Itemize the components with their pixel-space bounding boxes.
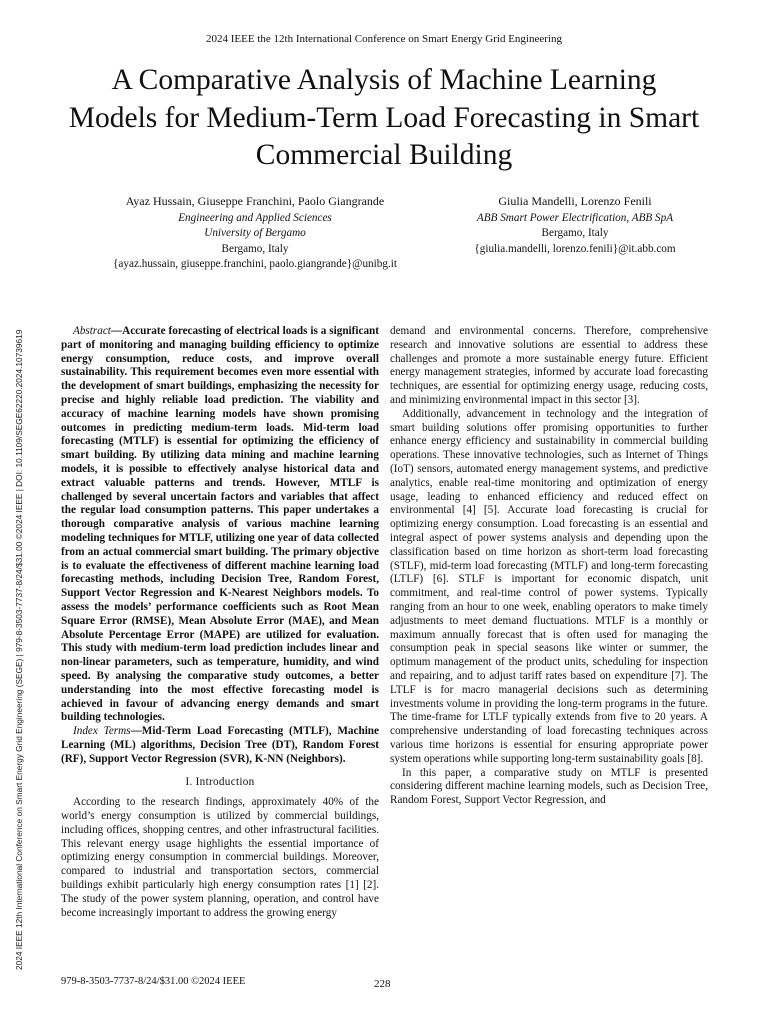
- body-paragraph: Additionally, advancement in technology and the integration of smart building solutions offer promising opportunities to further enhance energy efficiency and sustainability in commercial building operations. These innovative technologies, such as Internet of Things (IoT) sensors, automated energy management systems, and predictive analytics, enable real-time monitoring and optimization of energy usage, leading to enhanced efficiency and reduced effect on environmental [4] [5]. Accurate load forecasting is crucial for optimizing energy consumption. Load forecasting is an essential and integral aspect of power systems analysis and depending upon the classification based on time horizon as short-term load forecasting (STLF), mid-term load forecasting (MTLF) and long-term forecasting (LTLF) [6]. STLF is important for economic dispatch, unit commitment, and real-time control of power systems. Typically ranging from an hour to one week, enabling operators to make timely adjustments to meet demand fluctuations. MTLF is a monthly or maximum annually forecast that is often used for managing the consumption peak in special seasons like winter or summer, the optimum management of the product units, scheduling for inspection and repairing, and to adjust tariff rates based on expenditure [7]. The LTLF is for macro managerial decisions such as determining investments volume in providing the long-term programs in the future. The time-frame for LTLF typically extends from five to 20 years. A comprehensive understanding of load forecasting techniques across various time horizons is essential for ensuring appropriate power system operations while supporting long-term sustainability goals [8].: [390, 407, 708, 765]
- index-terms-label: Index Terms: [73, 725, 131, 738]
- page-number: 228: [374, 978, 391, 990]
- intro-paragraph: According to the research findings, approximately 40% of the world’s energy consumption is utilized by commercial buildings, including offices, shopping centres, and other infrastructural facilities. This relevant energy usage highlights the essential importance of optimizing energy consumption in commercial buildings. Moreover, compared to industrial and transportation sectors, commercial buildings exhibit particularly high energy consumption rates [1] [2]. The study of the power system planning, operation, and control have become increasingly important to address the growing energy: [61, 796, 379, 919]
- body-paragraph: demand and environmental concerns. Therefore, comprehensive research and innovative solutions are essential to address these challenges and promote a more sustainable energy future. Efficient energy management strategies, informed by accurate load forecasting techniques, are essential for optimizing energy usage, reducing costs, and minimizing environmental impact in this sector [3].: [390, 325, 708, 406]
- index-terms-text: —Mid-Term Load Forecasting (MTLF), Machine Learning (ML) algorithms, Decision Tree (DT), Random Forest (RF), Support Vector Regression (SVR), K-NN (Neighbors).: [61, 725, 379, 765]
- section-heading: I. Introduction: [185, 775, 255, 788]
- footer-identifier: 979-8-3503-7737-8/24/$31.00 ©2024 IEEE: [61, 976, 246, 987]
- author-institution: University of Bergamo: [204, 227, 306, 239]
- vertical-citation-note: 2024 IEEE 12th International Conference on Smart Energy Grid Engineering (SEGE) | 979-8-3503-7737-8/24/$31.00 ©2024 IEEE | DOI: 10.1109/SEGE62220.2024.10739619: [14, 329, 24, 970]
- conference-header: 2024 IEEE the 12th International Conference on Smart Energy Grid Engineering: [206, 33, 562, 45]
- paper-title: A Comparative Analysis of Machine Learning Models for Medium-Term Load Forecasting in Smart Commercial Building: [68, 64, 700, 171]
- body-paragraph: In this paper, a comparative study on MTLF is presented considering different machine learning models, such as Decision Tree, Random Forest, Support Vector Regression, and: [390, 766, 708, 807]
- index-terms: [61, 725, 379, 766]
- abstract: [61, 325, 379, 725]
- author-location: Bergamo, Italy: [541, 227, 609, 239]
- author-names: Ayaz Hussain, Giuseppe Franchini, Paolo Giangrande: [125, 194, 385, 208]
- author-block-right: [440, 194, 710, 257]
- author-location: Bergamo, Italy: [221, 242, 289, 255]
- right-column: [390, 325, 708, 808]
- abstract-text: —Accurate forecasting of electrical loads is a significant part of monitoring and managing building efficiency to optimize energy consumption, reduce costs, and improve overall sustainability. This requirement becomes even more essential with the development of smart buildings, emphasizing the necessity for precise and highly reliable load prediction. The viability and accuracy of machine learning models have shown promising outcomes in predicting medium-term loads. Mid-term load forecasting (MTLF) is essential for optimizing the efficiency of smart building. By utilizing data mining and machine learning models, it is possible to effectively analyse historical data and extract valuable patterns and trends. However, MTLF is challenged by several uncertain factors and variables that affect the regular load consumption patterns. This paper undertakes a thorough comparative analysis of various machine learning modeling techniques for MTLF, utilizing one year of data collected from an actual commercial smart building. The primary objective is to evaluate the effectiveness of different machine learning load forecasting methods, including Decision Tree, Random Forest, Support Vector Regression and K-Nearest Neighbors models. To assess the models’ performance coefficients such as Root Mean Square Error (RMSE), Mean Absolute Error (MAE), and Mean Absolute Percentage Error (MAPE) are utilized for evaluation. This study with medium-term load prediction includes linear and non-linear parameters, such as temperature, humidity, and wind speed. By analysing the comparative study outcomes, a better understanding into the most effective forecasting model is achieved in favour of advancing energy demands and smart building technologies.: [61, 325, 379, 724]
- author-department: Engineering and Applied Sciences: [178, 211, 332, 224]
- abstract-label: Abstract: [73, 325, 111, 337]
- author-email: {ayaz.hussain, giuseppe.franchini, paolo.giangrande}@unibg.it: [113, 258, 397, 270]
- author-email: {giulia.mandelli, lorenzo.fenili}@it.abb.com: [474, 242, 676, 255]
- left-column: [61, 325, 379, 920]
- author-block-left: [80, 194, 430, 273]
- author-affiliation: ABB Smart Power Electrification, ABB SpA: [476, 211, 674, 224]
- author-names: Giulia Mandelli, Lorenzo Fenili: [498, 194, 652, 208]
